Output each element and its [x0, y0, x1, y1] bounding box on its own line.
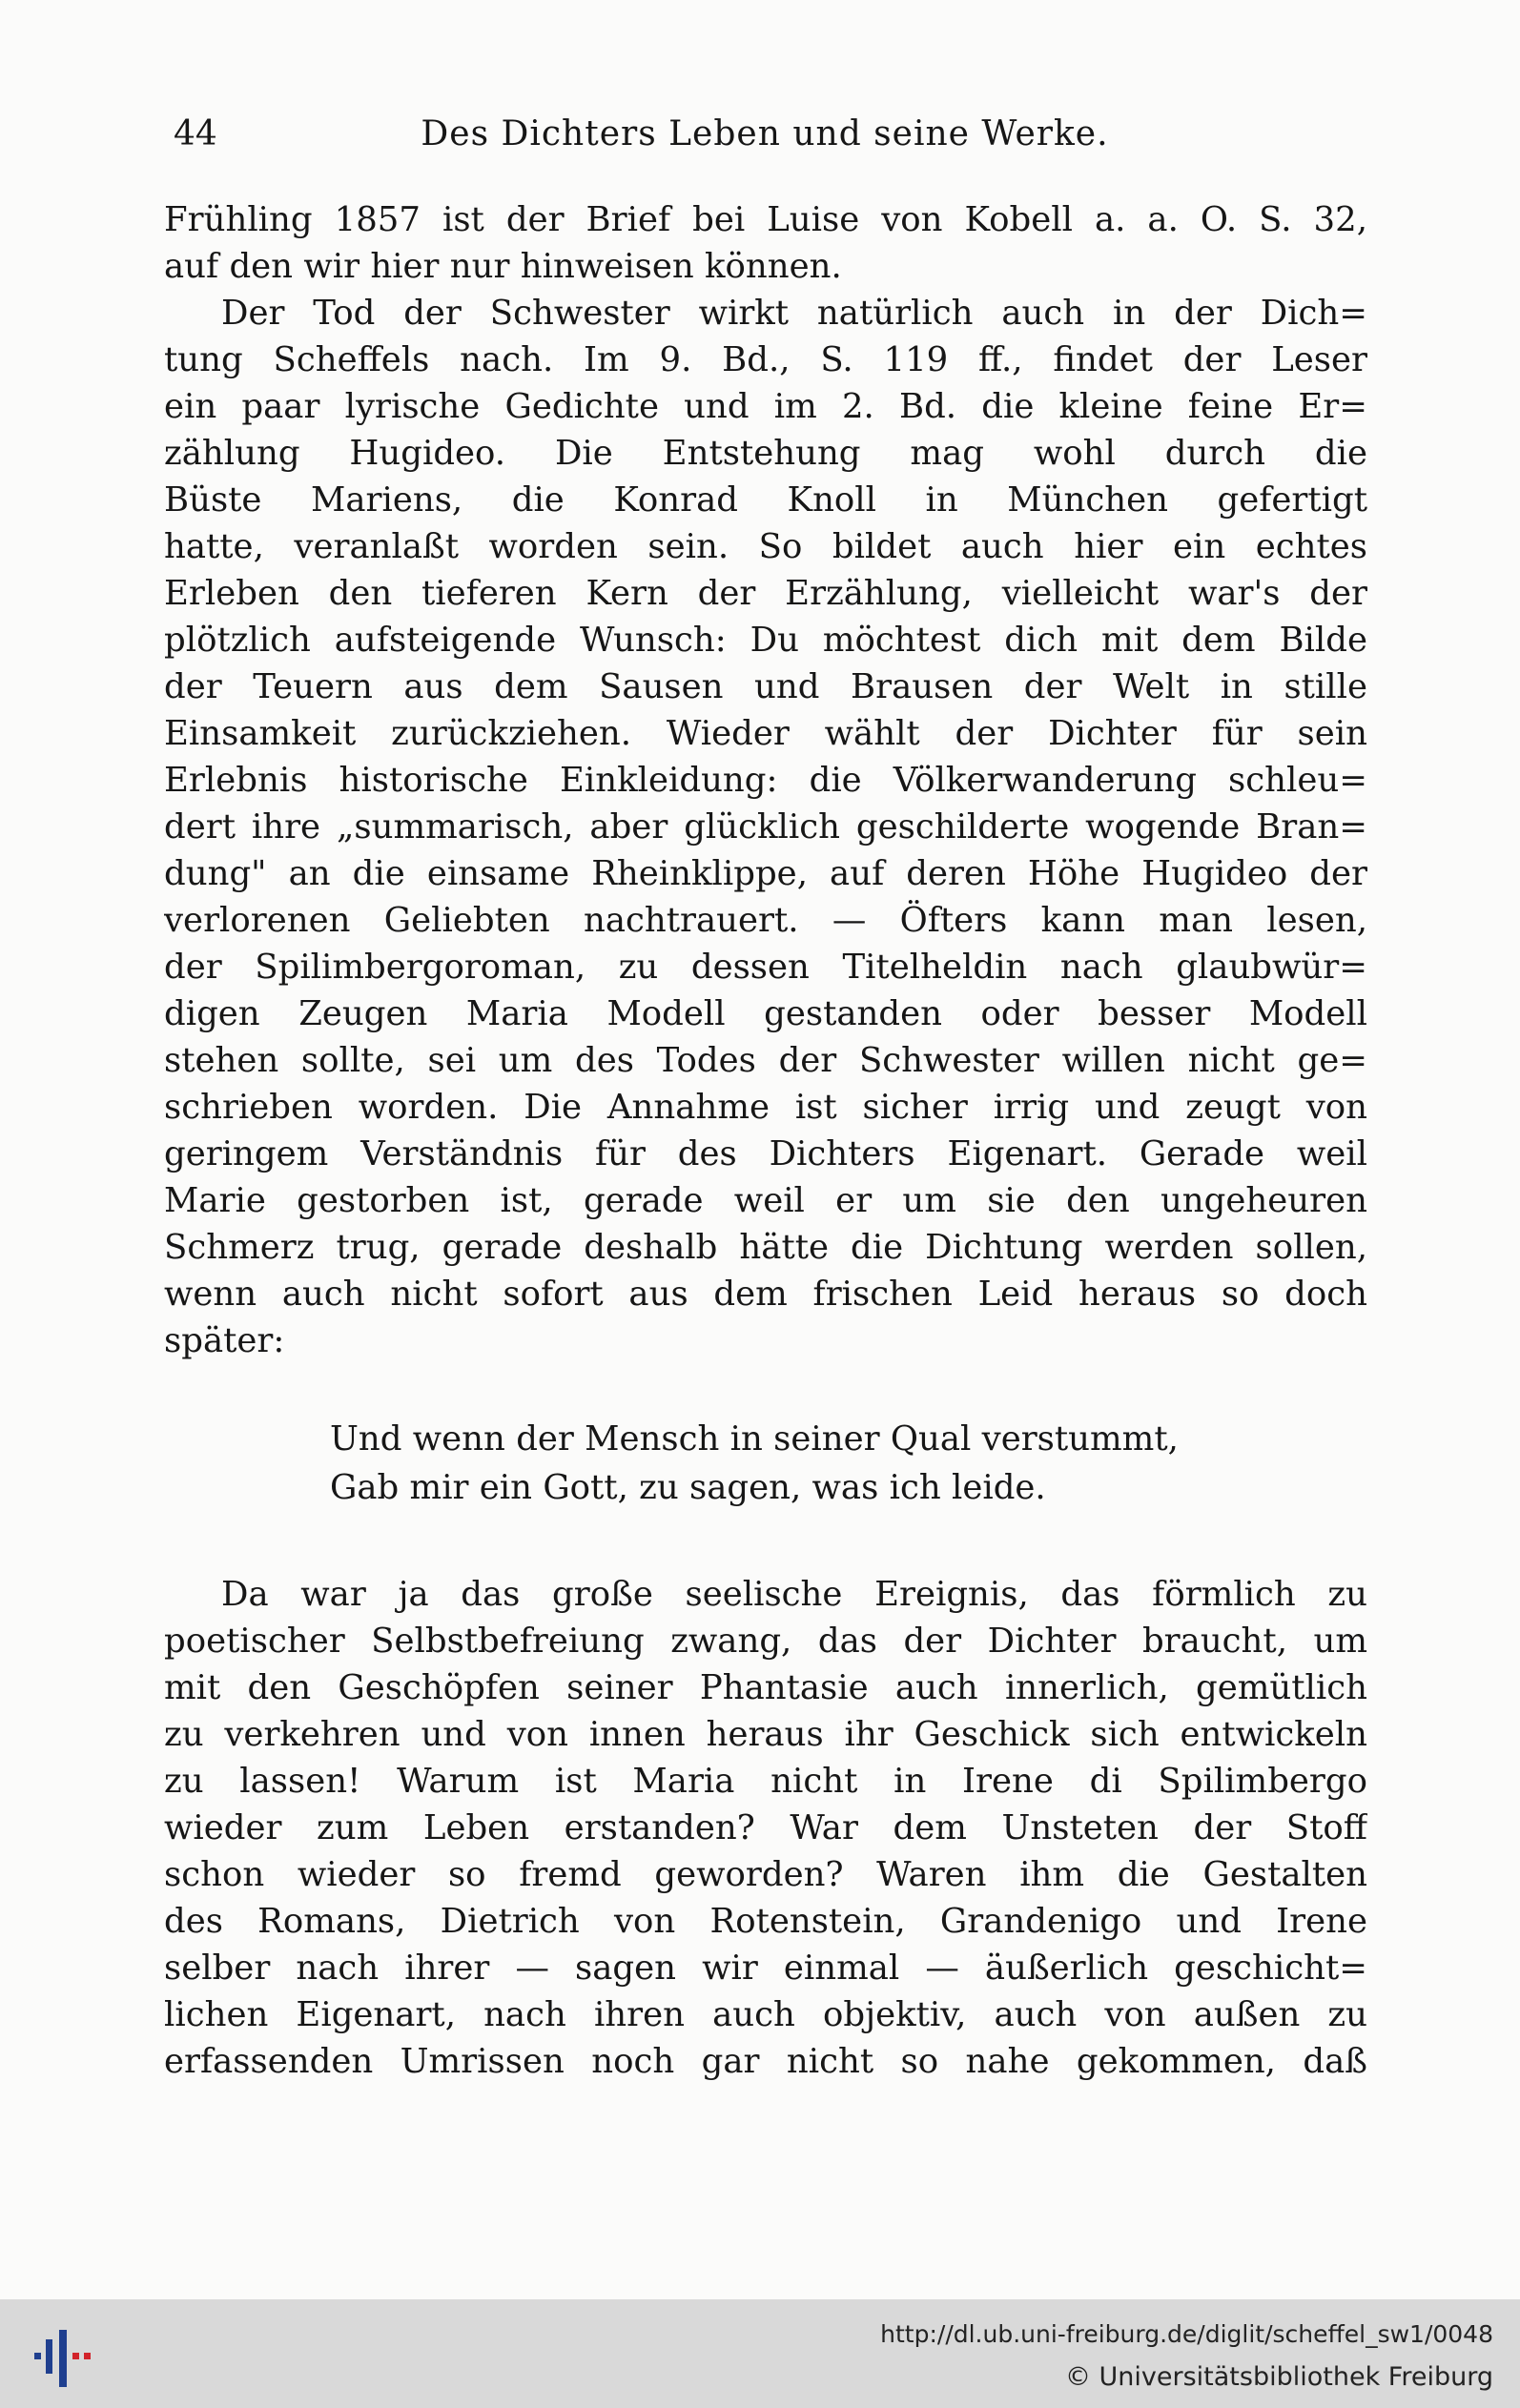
text-line: stehen sollte, sei um des Todes der Schwester willen nicht ge= [164, 1041, 1367, 1080]
text-line: Erlebnis historische Einkleidung: die Völkerwanderung schleu= [164, 761, 1367, 800]
text-line: Erleben den tieferen Kern der Erzählung, vielleicht war's der [164, 574, 1367, 613]
text-line: digen Zeugen Maria Modell gestanden oder besser Modell [164, 994, 1367, 1033]
text-line: zu verkehren und von innen heraus ihr Geschick sich entwickeln [164, 1715, 1367, 1754]
text-line: dung" an die einsame Rheinklippe, auf deren Höhe Hugideo der [164, 854, 1367, 893]
running-title: Des Dichters Leben und seine Werke. [421, 114, 1109, 153]
text-line: Einsamkeit zurückziehen. Wieder wählt der Dichter für sein [164, 714, 1367, 753]
text-line: Marie gestorben ist, gerade weil er um sie den ungeheuren [164, 1181, 1367, 1220]
verse-line: Gab mir ein Gott, zu sagen, was ich leide. [330, 1468, 1046, 1507]
text-line: plötzlich aufsteigende Wunsch: Du möchtest dich mit dem Bilde [164, 621, 1367, 660]
text-line: Der Tod der Schwester wirkt natürlich auch in der Dich= [221, 294, 1367, 333]
verse-quote [330, 1415, 1284, 1512]
text-line: Da war ja das große seelische Ereignis, das förmlich zu [221, 1575, 1367, 1614]
text-line: zu lassen! Warum ist Maria nicht in Irene di Spilimbergo [164, 1762, 1367, 1801]
text-line: hatte, veranlaßt worden sein. So bildet auch hier ein echtes [164, 527, 1367, 566]
text-line: wenn auch nicht sofort aus dem frischen Leid heraus so doch [164, 1275, 1367, 1314]
viewer-footer [0, 2299, 1520, 2408]
text-line: der Teuern aus dem Sausen und Brausen der Welt in stille [164, 667, 1367, 706]
text-line: verlorenen Geliebten nachtrauert. — Öfters kann man lesen, [164, 901, 1367, 940]
permalink-url[interactable]: http://dl.ub.uni-freiburg.de/diglit/scheffel_sw1/0048 [880, 2320, 1493, 2348]
text-line: der Spilimbergoroman, zu dessen Titelheldin nach glaubwür= [164, 948, 1367, 987]
text-line: Frühling 1857 ist der Brief bei Luise von Kobell a. a. O. S. 32, [164, 200, 1367, 239]
copyright-notice: © Universitätsbibliothek Freiburg [1064, 2362, 1493, 2392]
text-line: später: [164, 1321, 285, 1360]
text-line: Büste Mariens, die Konrad Knoll in München gefertigt [164, 480, 1367, 520]
text-line: des Romans, Dietrich von Rotenstein, Grandenigo und Irene [164, 1902, 1367, 1941]
paragraph-1 [164, 196, 1367, 1364]
text-line: ein paar lyrische Gedichte und im 2. Bd. die kleine feine Er= [164, 387, 1367, 426]
text-line: mit den Geschöpfen seiner Phantasie auch innerlich, gemütlich [164, 1668, 1367, 1707]
text-line: lichen Eigenart, nach ihren auch objektiv, auch von außen zu [164, 1995, 1367, 2034]
ub-freiburg-logo-icon[interactable] [27, 2311, 103, 2397]
text-line: schrieben worden. Die Annahme ist sicher irrig und zeugt von [164, 1088, 1367, 1127]
paragraph-3 [164, 1571, 1367, 2085]
text-line: schon wieder so fremd geworden? Waren ihm die Gestalten [164, 1855, 1367, 1894]
text-line: poetischer Selbstbefreiung zwang, das der Dichter braucht, um [164, 1622, 1367, 1661]
text-line: zählung Hugideo. Die Entstehung mag wohl durch die [164, 434, 1367, 473]
page-number: 44 [174, 114, 217, 153]
text-line: geringem Verständnis für des Dichters Eigenart. Gerade weil [164, 1134, 1367, 1173]
text-line: wieder zum Leben erstanden? War dem Unsteten der Stoff [164, 1808, 1367, 1847]
text-line: Schmerz trug, gerade deshalb hätte die Dichtung werden sollen, [164, 1228, 1367, 1267]
text-line: auf den wir hier nur hinweisen können. [164, 247, 842, 286]
text-line: tung Scheffels nach. Im 9. Bd., S. 119 ff., findet der Leser [164, 340, 1367, 379]
text-line: dert ihre „summarisch, aber glücklich geschilderte wogende Bran= [164, 807, 1367, 847]
text-line: selber nach ihrer — sagen wir einmal — äußerlich geschicht= [164, 1949, 1367, 1988]
page-header [164, 107, 1366, 164]
text-line: erfassenden Umrissen noch gar nicht so nahe gekommen, daß [164, 2042, 1367, 2081]
verse-line: Und wenn der Mensch in seiner Qual verstummt, [330, 1419, 1179, 1459]
